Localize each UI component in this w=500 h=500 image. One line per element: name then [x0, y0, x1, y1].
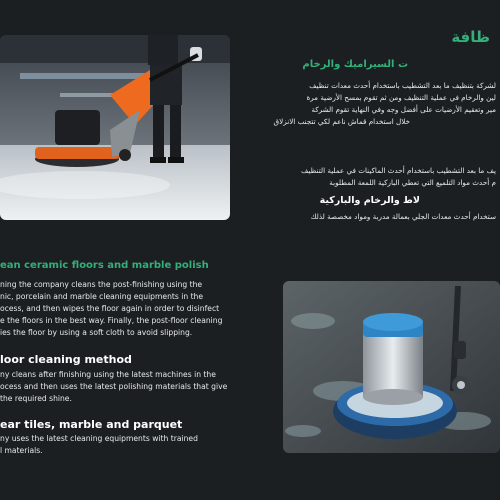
arabic-paragraph-line: يف ما بعد التشطيب باستخدام أحدث الماكينات في عملية التنظيف — [301, 166, 496, 175]
body-line: ny cleans after finishing using the latest machines in the — [0, 370, 216, 379]
body-line: ny uses the latest cleaning equipments with trained — [0, 434, 198, 443]
body-line: ocess, and then wipes the floor again in order to disinfect — [0, 304, 220, 313]
body-line: e the floors in the best way. Finally, the post-floor cleaning — [0, 316, 223, 325]
arabic-paragraph-line: م أحدث مواد التلميع التي تعطي الباركية اللمعة المطلوبة — [329, 178, 496, 187]
arabic-paragraph-line: خلال استخدام قماش ناعم لكي تتجنب الانزلاق — [273, 117, 410, 126]
arabic-paragraph-line: ستخدام أحدث معدات الجلي بعمالة مدربة ومواد مخصصة لذلك — [310, 212, 496, 221]
floor-polishing-photo — [283, 281, 500, 453]
arabic-title: ظافة — [451, 28, 490, 46]
body-line: ning the company cleans the post-finishing using the — [0, 280, 203, 289]
arabic-heading: ت السيراميك والرخام — [302, 59, 408, 70]
arabic-paragraph-line: لشركة بتنظيف ما بعد التشطيب باستخدام أحدث معدات تنظيف — [309, 81, 496, 90]
arabic-paragraph-line: لين والرخام في عملية التنظيف ومن ثم تقوم بمسح الأرضية مرة — [306, 93, 496, 102]
arabic-paragraph-line: مير وتعقيم الأرضيات على أفضل وجه وفي النهاية تقوم الشركة — [311, 105, 496, 114]
section-title-floor-cleaning: loor cleaning method — [0, 353, 132, 366]
section-title-tiles-marble-parquet: ear tiles, marble and parquet — [0, 418, 183, 431]
body-line: ocess and then uses the latest polishing materials that give — [0, 382, 228, 391]
arabic-subheading: لاط والرخام والباركية — [319, 195, 420, 206]
body-line: l materials. — [0, 446, 43, 455]
body-line: nic, porcelain and marble cleaning equipments in the — [0, 292, 204, 301]
body-line: ies the floor by using a soft cloth to avoid slipping. — [0, 328, 193, 337]
floor-cleaning-photo — [0, 35, 230, 220]
section-title-ceramic-marble: ean ceramic floors and marble polish — [0, 260, 209, 271]
body-line: the required shine. — [0, 394, 72, 403]
